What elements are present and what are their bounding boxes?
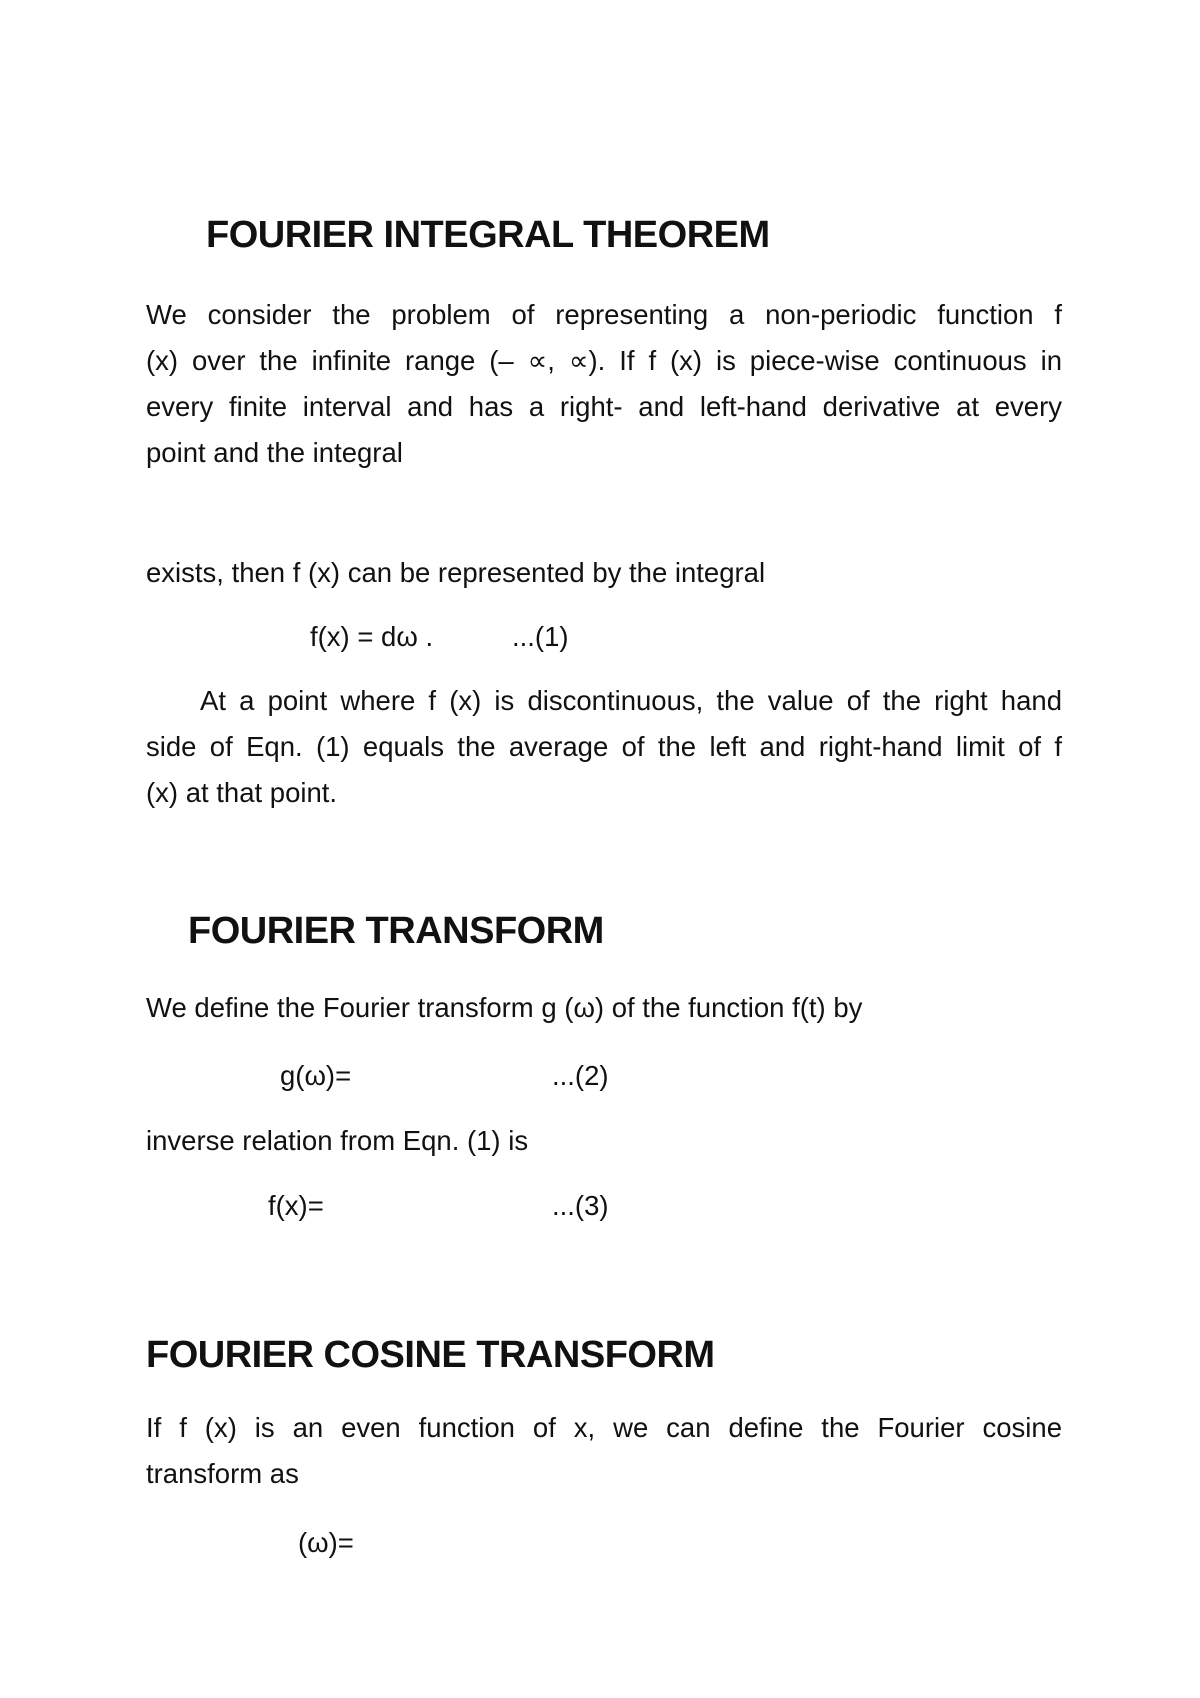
paragraph-line: We consider the problem of representing a non-periodic function f	[146, 299, 1062, 330]
define-line: We define the Fourier transform g (ω) of the function f(t) by	[146, 992, 863, 1023]
equation-cosine-lhs: (ω)=	[298, 1527, 354, 1558]
paragraph-line: transform as	[146, 1458, 299, 1489]
section-title-fourier-transform: FOURIER TRANSFORM	[188, 910, 604, 952]
paragraph-discontinuity	[146, 678, 1062, 816]
paragraph-line: At a point where f (x) is discontinuous, the value of the right hand	[200, 685, 1062, 716]
section-title-fourier-integral-theorem: FOURIER INTEGRAL THEOREM	[206, 214, 770, 256]
equation-1-number: ...(1)	[512, 621, 569, 652]
exists-line: exists, then f (x) can be represented by the integral	[146, 557, 766, 588]
paragraph-line: side of Eqn. (1) equals the average of the left and right-hand limit of f	[146, 731, 1062, 762]
paragraph-line: every finite interval and has a right- and left-hand derivative at every	[146, 391, 1062, 422]
equation-2-number: ...(2)	[552, 1060, 609, 1091]
paragraph-line: point and the integral	[146, 437, 403, 468]
equation-2-lhs: g(ω)=	[280, 1060, 352, 1091]
section-title-fourier-cosine-transform: FOURIER COSINE TRANSFORM	[146, 1334, 715, 1376]
paragraph-line: (x) over the infinite range (– ∝, ∝). If f (x) is piece-wise continuous in	[146, 345, 1062, 376]
inverse-line: inverse relation from Eqn. (1) is	[146, 1125, 529, 1156]
equation-1-lhs: f(x) = dω .	[310, 621, 434, 652]
equation-3-lhs: f(x)=	[268, 1190, 324, 1221]
paragraph-line: If f (x) is an even function of x, we can define the Fourier cosine	[146, 1412, 1062, 1443]
paragraph-line: (x) at that point.	[146, 777, 338, 808]
equation-3-number: ...(3)	[552, 1190, 609, 1221]
paragraph-integral-intro	[146, 292, 1062, 476]
paragraph-cosine-intro	[146, 1405, 1062, 1497]
